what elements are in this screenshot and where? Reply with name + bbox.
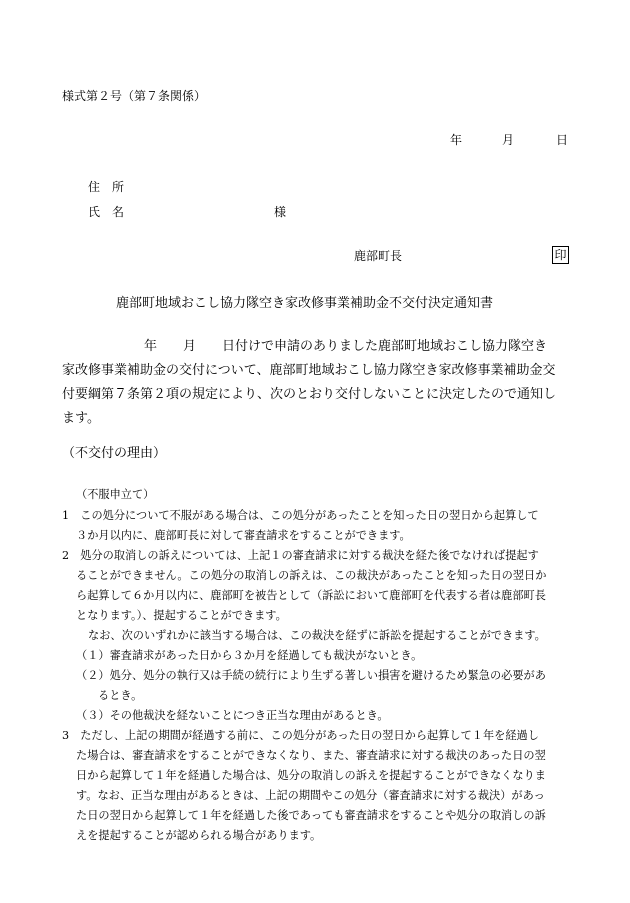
appeal-heading: （不服申立て）: [76, 488, 155, 501]
appeal-item-1-line-2: ３か月以内に、鹿部町長に対して審査請求をすることができます。: [76, 529, 411, 542]
appeal-item-1-line-1: 1 この処分について不服がある場合は、この処分があったことを知った日の翌日から起算して: [62, 509, 539, 522]
body-year: 年: [144, 339, 158, 354]
seal-mark: 印: [552, 246, 569, 264]
date-day-label: 日: [556, 133, 569, 147]
appeal-item-2-note: なお、次のいずれかに該当する場合は、この裁決を経ずに訴訟を提起することができます。: [88, 629, 546, 642]
appeal-item-3-line-6: えを提起することが認められる場合があります。: [76, 829, 322, 842]
appeal-sub-2-line-1: （２）処分、処分の執行又は手続の続行により生ずる著しい損害を避けるため緊急の必要があ: [76, 669, 546, 682]
appeal-item-2-line-3: ら起算して６か月以内に、鹿部町を被告として（訴訟において鹿部町を代表する者は鹿部町長: [76, 589, 546, 602]
appeal-item-3-line-2: た場合は、審査請求をすることができなくなり、また、審査請求に対する裁決のあった日の翌: [76, 749, 546, 762]
body-month: 月: [183, 339, 197, 354]
form-label: 様式第２号（第７条関係）: [62, 89, 207, 103]
appeal-sub-2-line-2: るとき。: [98, 689, 143, 702]
appeal-item-3-line-5: た日の翌日から起算して１年を経過した後であっても審査請求をすることや処分の取消しの訴: [76, 809, 546, 822]
body-line-3: 付要綱第７条第２項の規定により、次のとおり交付しないことに決定したので通知し: [62, 387, 557, 402]
date-month-label: 月: [502, 133, 515, 147]
appeal-sub-1: （１）審査請求があった日から３か月を経過しても裁決がないとき。: [76, 649, 423, 662]
reason-heading: （不交付の理由）: [62, 446, 167, 461]
honorific-label: 様: [274, 205, 287, 219]
appeal-item-2-line-2: ることができません。この処分の取消しの訴えは、この裁決があったことを知った日の翌日か: [76, 569, 547, 582]
appeal-item-2-line-1: 2 処分の取消しの訴えについては、上記１の審査請求に対する裁決を経た後でなければ提起す: [62, 549, 539, 562]
appeal-sub-3: （３）その他裁決を経ないことにつき正当な理由があるとき。: [76, 709, 389, 722]
document-title: 鹿部町地域おこし協力隊空き家改修事業補助金不交付決定通知書: [116, 296, 494, 311]
appeal-item-3-line-3: 日から起算して１年を経過した場合は、処分の取消しの訴えを提起することができなくなりま: [76, 769, 546, 782]
appeal-item-3-line-4: す。なお、正当な理由があるときは、上記の期間やこの処分（審査請求に対する裁決）があっ: [76, 789, 545, 802]
body-line-2: 家改修事業補助金の交付について、鹿部町地域おこし協力隊空き家改修事業補助金交: [62, 363, 556, 378]
body-line-4: ます。: [62, 411, 100, 426]
name-label: 氏 名: [88, 205, 125, 219]
appeal-item-3-line-1: 3 ただし、上記の期間が経過する前に、この処分があった日の翌日から起算して１年を経過し: [62, 729, 539, 742]
issuer-name: 鹿部町長: [354, 249, 403, 263]
date-year-label: 年: [450, 133, 463, 147]
address-label: 住 所: [88, 180, 125, 194]
body-line-1: 日付けで申請のありました鹿部町地域おこし協力隊空き: [222, 339, 548, 354]
appeal-item-2-line-4: となります。）、提起することができます。: [76, 609, 287, 622]
